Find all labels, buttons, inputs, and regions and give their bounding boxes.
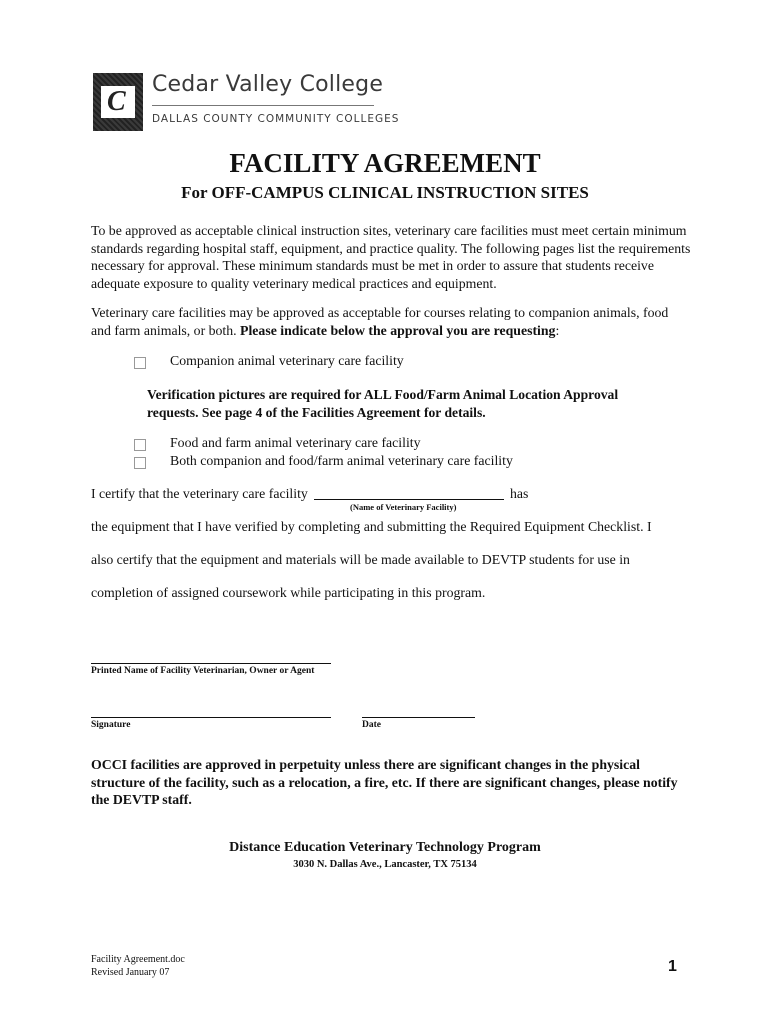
option-label-food-farm: Food and farm animal veterinary care facility (170, 435, 421, 450)
approval-paragraph (91, 304, 691, 339)
document-subtitle: For OFF-CAMPUS CLINICAL INSTRUCTION SITES (181, 183, 589, 202)
certify-line-3: also certify that the equipment and materials will be made available to DEVTP students for use in (91, 552, 630, 567)
district-name: DALLAS COUNTY COMMUNITY COLLEGES (152, 113, 400, 125)
college-name: Cedar Valley College (152, 72, 384, 97)
date-field[interactable] (362, 716, 475, 718)
page-number: 1 (668, 958, 677, 975)
certify-line-4: completion of assigned coursework while participating in this program. (91, 585, 486, 600)
approval-paragraph-bold: Please indicate below the approval you are requesting (240, 322, 556, 338)
option-label-companion: Companion animal veterinary care facility (170, 353, 404, 368)
footer-revised: Revised January 07 (91, 967, 170, 978)
document-title: FACILITY AGREEMENT (229, 148, 541, 178)
printed-name-label: Printed Name of Facility Veterinarian, Owner or Agent (91, 666, 315, 676)
signature-label: Signature (91, 720, 131, 730)
occi-note: OCCI facilities are approved in perpetuity unless there are significant changes in the physical structure of the facility, such as a relocation, a fire, etc. If there are significant changes, please notify the DEVTP staff. (91, 757, 678, 807)
printed-name-field[interactable] (91, 662, 331, 664)
college-logo-mark: C (101, 86, 135, 118)
signature-field[interactable] (91, 716, 331, 718)
both-checkbox[interactable] (134, 457, 146, 469)
certify-line-end: has (510, 486, 529, 501)
option-label-both: Both companion and food/farm animal veterinary care facility (170, 453, 513, 468)
date-label: Date (362, 720, 381, 730)
certify-line-start: I certify that the veterinary care facility (91, 486, 308, 501)
facility-name-field[interactable] (314, 498, 504, 500)
certify-line-2: the equipment that I have verified by completing and submitting the Required Equipment Checklist. I (91, 519, 652, 534)
footer-filename: Facility Agreement.doc (91, 954, 185, 965)
approval-paragraph-start: Veterinary care facilities may be approved as acceptable for courses relating to companion animals, food and farm animals, or both. (91, 305, 669, 338)
program-address: 3030 N. Dallas Ave., Lancaster, TX 75134 (293, 859, 477, 870)
logo-divider (152, 105, 374, 106)
intro-paragraph: To be approved as acceptable clinical instruction sites, veterinary care facilities must meet certain minimum standards regarding hospital staff, equipment, and practice quality. The following pages list the requirements necessary for approval. These minimum standards must be met in order to assure that students receive adequate exposure to quality veterinary medical practices and equipment. (91, 223, 691, 291)
program-name: Distance Education Veterinary Technology Program (229, 840, 541, 855)
food-farm-checkbox[interactable] (134, 439, 146, 451)
companion-checkbox[interactable] (134, 357, 146, 369)
approval-paragraph-end: : (555, 322, 560, 338)
facility-name-caption: (Name of Veterinary Facility) (350, 502, 457, 512)
verification-note: Verification pictures are required for ALL Food/Farm Animal Location Approval requests. See page 4 of the Facilities Agreement for details. (147, 387, 619, 420)
